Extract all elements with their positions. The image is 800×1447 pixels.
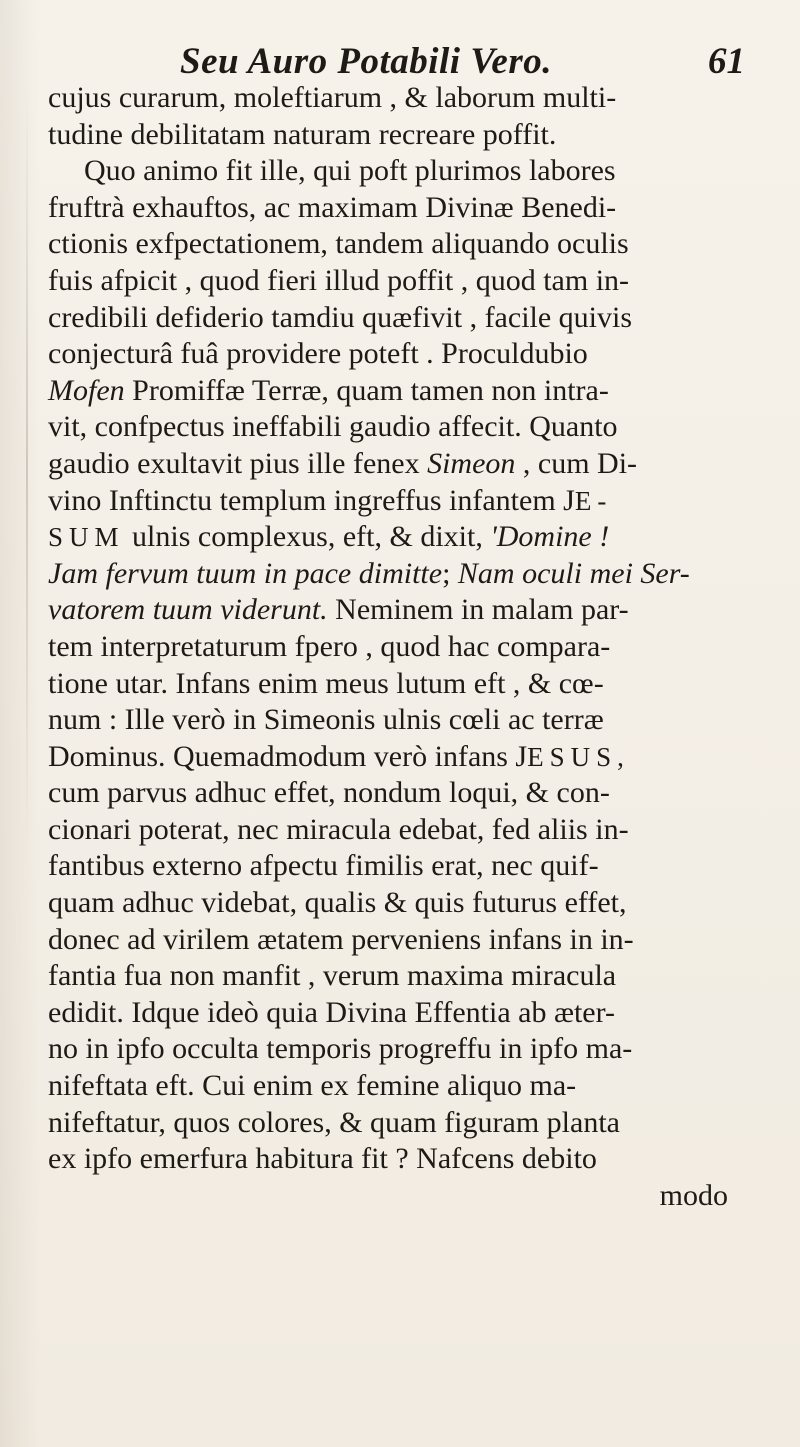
line-text: fuis afpicit , quod fieri illud poffit , quod tam in- [48, 263, 630, 297]
line-text: tem interpretaturum fpero , quod hac compara- [48, 629, 611, 663]
text-line [48, 117, 768, 154]
line-text: num : Ille verò in Simeonis ulnis cœli ac terræ [48, 703, 604, 737]
line-text: fantia fua non manfit , verum maxima miracula [48, 959, 617, 993]
text-line [48, 373, 768, 410]
text-line [48, 409, 768, 446]
text-line [48, 336, 768, 373]
small-caps-name: E- [574, 485, 613, 516]
line-text: ex ipfo emerfura habitura fit ? Nafcens debito [48, 1142, 597, 1176]
line-text: Neminem in malam par- [327, 593, 629, 627]
small-caps-name: ESUS, [527, 741, 630, 772]
text-line [48, 702, 768, 739]
line-text: nifeftata eft. Cui enim ex femine aliquo ma- [48, 1069, 577, 1103]
line-text: Promiffæ Terræ, quam tamen non intra- [124, 373, 609, 407]
text-line [48, 666, 768, 703]
text-line [48, 922, 768, 959]
text-line [48, 446, 768, 483]
line-text: nifeftatur, quos colores, & quam figuram planta [48, 1105, 620, 1139]
line-text: ulnis complexus, eft, & dixit, [124, 520, 491, 554]
line-text: credibili defiderio tamdiu quæfivit , facile quivis [48, 300, 633, 334]
running-title: Seu Auro Potabili Vero. [180, 41, 552, 82]
text-line [48, 739, 768, 776]
line-text: edidit. Idque ideò quia Divina Effentia ab æter- [48, 995, 615, 1029]
line-text: cum parvus adhuc effet, nondum loqui, & con- [48, 776, 610, 810]
line-text: ; [442, 556, 458, 590]
italic-quote: 'Domine ! [490, 520, 610, 554]
text-line [48, 300, 768, 337]
italic-name: Mofen [48, 373, 125, 407]
line-text: cujus curarum, moleftiarum , & laborum multi- [48, 81, 617, 114]
line-text: Dominus. Quemadmodum verò infans J [48, 739, 528, 773]
catchword [48, 1178, 768, 1215]
catchword-text: modo [659, 1178, 728, 1212]
line-text: gaudio exultavit pius ille fenex [48, 446, 428, 480]
line-text: no in ipfo occulta temporis progreffu in ipfo ma- [48, 1032, 633, 1066]
text-line [48, 1141, 768, 1178]
text-line [48, 226, 768, 263]
text-line [48, 556, 768, 593]
line-text: quam adhuc videbat, qualis & quis futurus effet, [48, 886, 627, 920]
text-line [48, 1105, 768, 1142]
body-text [48, 80, 768, 1214]
page-number: 61 [708, 41, 745, 82]
line-text: tione utar. Infans enim meus lutum eft , & cœ- [48, 666, 604, 700]
text-line [48, 153, 768, 190]
text-line [48, 885, 768, 922]
italic-quote: Jam fervum tuum in pace dimitte [48, 556, 443, 590]
italic-name: Simeon [427, 446, 516, 480]
italic-quote: Nam oculi mei Ser- [457, 556, 690, 590]
italic-quote: vatorem tuum viderunt. [48, 593, 328, 627]
text-line [48, 995, 768, 1032]
line-text: fruftrà exhauftos, ac maximam Divinæ Benedi- [48, 190, 617, 224]
line-text: , cum Di- [515, 446, 638, 480]
text-line [48, 190, 768, 227]
text-line [48, 775, 768, 812]
text-line [48, 848, 768, 885]
line-text: Quo animo fit ille, qui poft plurimos labores [84, 154, 616, 188]
line-text: donec ad virilem ætatem perveniens infans in in- [48, 922, 634, 956]
text-line [48, 263, 768, 300]
line-text: vino Inftinctu templum ingreffus infantem J [48, 483, 575, 517]
text-line [48, 629, 768, 666]
text-line [48, 1068, 768, 1105]
text-line [48, 519, 768, 556]
text-line [48, 483, 768, 520]
text-line [48, 1031, 768, 1068]
text-line [48, 812, 768, 849]
text-line [48, 80, 768, 117]
gutter-shadow [26, 90, 28, 850]
small-caps-name: SUM [48, 522, 125, 553]
text-line [48, 592, 768, 629]
line-text: vit, confpectus ineffabili gaudio affecit. Quanto [48, 410, 618, 444]
line-text: cionari poterat, nec miracula edebat, fed aliis in- [48, 812, 629, 846]
line-text: fantibus externo afpectu fimilis erat, nec quif- [48, 849, 599, 883]
line-text: tudine debilitatam naturam recreare poffit. [48, 117, 557, 151]
line-text: ctionis exfpectationem, tandem aliquando oculis [48, 227, 629, 261]
line-text: conjecturâ fuâ providere poteft . Proculdubio [48, 337, 588, 371]
text-line [48, 958, 768, 995]
